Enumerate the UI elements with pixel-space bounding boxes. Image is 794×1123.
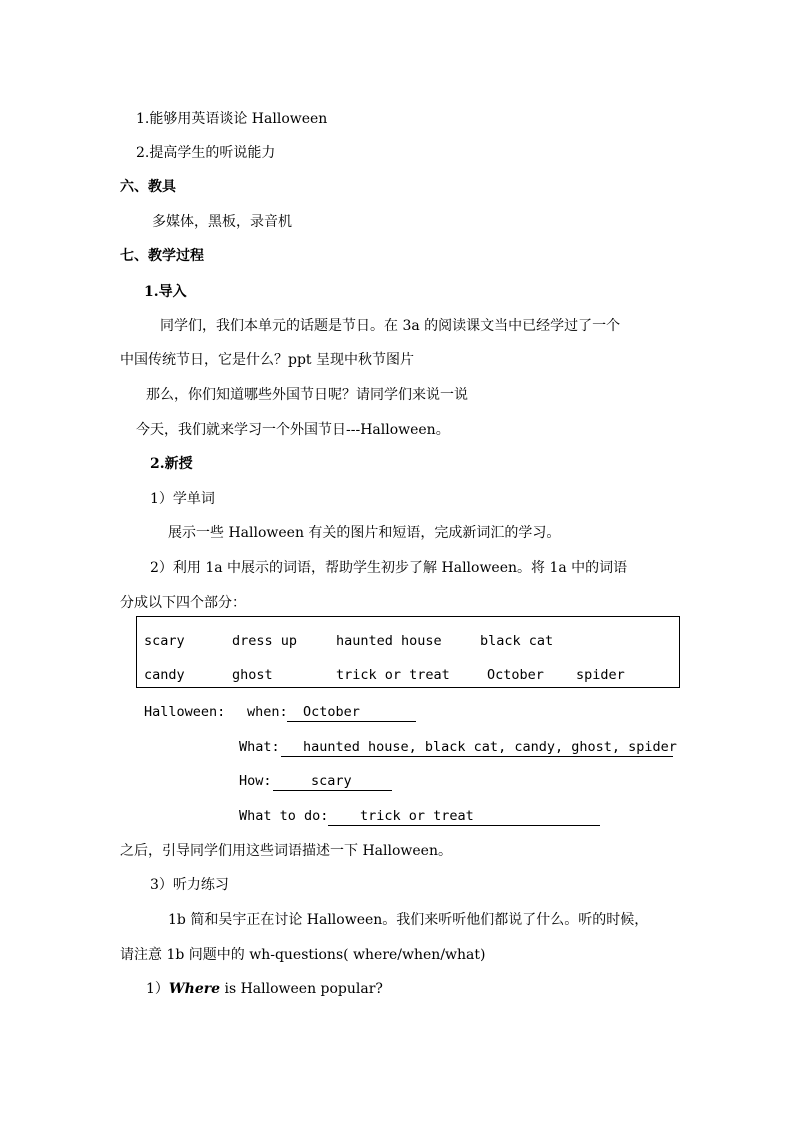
what-label: What: bbox=[239, 739, 280, 755]
vocab-word: ghost bbox=[232, 667, 273, 683]
step2-sub2-line1: 2）利用 1a 中展示的词语，帮助学生初步了解 Halloween。将 1a 中的词语 bbox=[150, 560, 628, 576]
what-answer bbox=[281, 738, 677, 757]
vocab-word: haunted house bbox=[336, 633, 442, 649]
what-value: haunted house, black cat, candy, ghost, spider bbox=[303, 739, 677, 755]
how-label: How: bbox=[239, 773, 272, 789]
halloween-label: Halloween: bbox=[144, 704, 226, 720]
step1-para2: 那么，你们知道哪些外国节日呢？请同学们来说一说 bbox=[146, 387, 468, 403]
objective-1: 1.能够用英语谈论 Halloween bbox=[136, 111, 328, 127]
step1-para3: 今天，我们就来学习一个外国节日---Halloween。 bbox=[136, 422, 450, 438]
step1-title: 1.导入 bbox=[144, 284, 187, 300]
vocab-word: spider bbox=[576, 667, 625, 683]
question-1-number: 1） bbox=[146, 981, 169, 997]
how-value: scary bbox=[311, 773, 352, 789]
todo-label: What to do: bbox=[239, 808, 329, 824]
when-answer bbox=[287, 703, 416, 722]
listening-title: 3）听力练习 bbox=[150, 877, 229, 893]
section7-heading: 七、教学过程 bbox=[120, 248, 204, 264]
after-text: 之后，引导同学们用这些词语描述一下 Halloween。 bbox=[120, 843, 452, 859]
step2-title: 2.新授 bbox=[150, 456, 193, 472]
question-1-rest: is Halloween popular? bbox=[220, 981, 383, 997]
listening-line1: 1b 简和吴宇正在讨论 Halloween。我们来听听他们都说了什么。听的时候， bbox=[168, 912, 649, 928]
vocab-table bbox=[136, 616, 680, 688]
section6-content: 多媒体，黑板，录音机 bbox=[152, 214, 292, 230]
vocab-word: trick or treat bbox=[336, 667, 450, 683]
vocab-word: candy bbox=[144, 667, 185, 683]
when-label: when: bbox=[247, 704, 288, 720]
vocab-word: dress up bbox=[232, 633, 298, 649]
vocab-word: scary bbox=[144, 633, 185, 649]
step1-para1-line2: 中国传统节日，它是什么？ppt 呈现中秋节图片 bbox=[120, 352, 414, 368]
todo-answer bbox=[328, 807, 600, 826]
objective-2: 2.提高学生的听说能力 bbox=[136, 145, 276, 161]
step2-sub2-line2: 分成以下四个部分： bbox=[120, 595, 246, 611]
step2-sub1-title: 1）学单词 bbox=[150, 491, 215, 507]
question-1 bbox=[146, 980, 383, 998]
vocab-word: October bbox=[487, 667, 544, 683]
when-value: October bbox=[303, 704, 360, 720]
question-1-wh-word: Where bbox=[168, 981, 221, 997]
how-answer bbox=[273, 772, 392, 791]
section6-heading: 六、教具 bbox=[120, 179, 176, 195]
step2-sub1-text: 展示一些 Halloween 有关的图片和短语，完成新词汇的学习。 bbox=[168, 525, 561, 541]
todo-value: trick or treat bbox=[360, 808, 474, 824]
listening-line2: 请注意 1b 问题中的 wh-questions( where/when/what) bbox=[120, 947, 486, 963]
step1-para1-line1: 同学们，我们本单元的话题是节日。在 3a 的阅读课文当中已经学过了一个 bbox=[160, 318, 621, 334]
vocab-word: black cat bbox=[480, 633, 554, 649]
